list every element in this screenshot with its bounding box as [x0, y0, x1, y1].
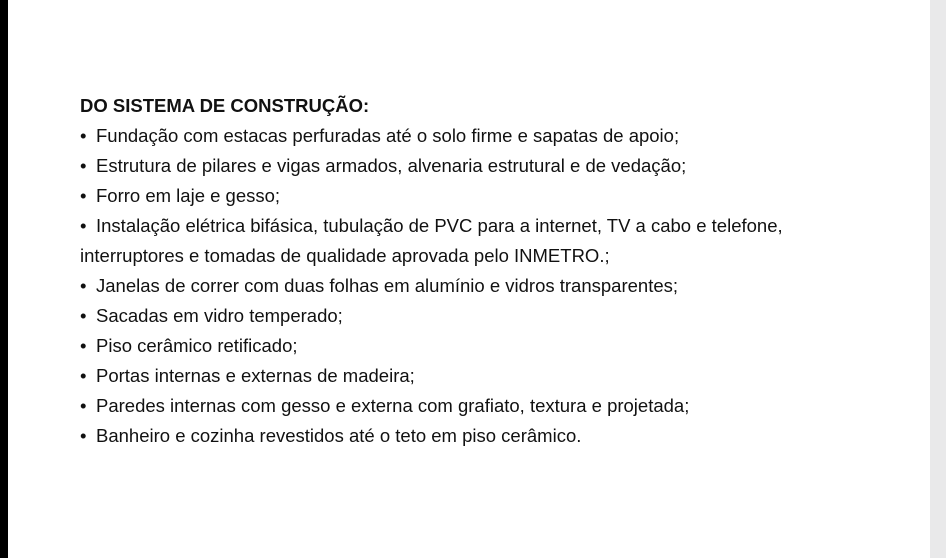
list-item-text: Sacadas em vidro temperado; — [96, 305, 343, 326]
list-item — [80, 124, 880, 148]
bullet-icon: • — [80, 185, 87, 206]
bullet-icon: • — [80, 125, 87, 146]
bullet-icon: • — [80, 395, 87, 416]
bullet-icon: • — [80, 275, 87, 296]
section-heading: DO SISTEMA DE CONSTRUÇÃO: — [80, 95, 370, 116]
list-item-text: Piso cerâmico retificado; — [96, 335, 298, 356]
construction-list — [80, 124, 880, 448]
list-item-text: Instalação elétrica bifásica, tubulação de PVC para a internet, TV a cabo e telefone, — [96, 215, 783, 236]
bullet-icon: • — [80, 335, 87, 356]
list-item-text: Forro em laje e gesso; — [96, 185, 281, 206]
bullet-icon: • — [80, 215, 87, 236]
list-item-text: Paredes internas com gesso e externa com grafiato, textura e projetada; — [96, 395, 690, 416]
document-content — [80, 94, 880, 454]
bullet-icon: • — [80, 305, 87, 326]
bullet-icon: • — [80, 155, 87, 176]
list-item-continuation: interruptores e tomadas de qualidade aprovada pelo INMETRO.; — [80, 245, 610, 266]
list-item-text: Estrutura de pilares e vigas armados, alvenaria estrutural e de vedação; — [96, 155, 687, 176]
document-page — [8, 0, 930, 558]
list-item — [80, 334, 880, 358]
bullet-icon: • — [80, 425, 87, 446]
list-item-text: Janelas de correr com duas folhas em alumínio e vidros transparentes; — [96, 275, 679, 296]
list-item — [80, 154, 880, 178]
list-item — [80, 364, 880, 388]
list-item — [80, 214, 880, 268]
list-item-text: Portas internas e externas de madeira; — [96, 365, 415, 386]
bullet-icon: • — [80, 365, 87, 386]
list-item-text: Fundação com estacas perfuradas até o solo firme e sapatas de apoio; — [96, 125, 680, 146]
page-edge — [930, 0, 946, 558]
list-item — [80, 304, 880, 328]
list-item — [80, 424, 880, 448]
list-item-text: Banheiro e cozinha revestidos até o teto em piso cerâmico. — [96, 425, 582, 446]
list-item — [80, 274, 880, 298]
list-item — [80, 394, 880, 418]
list-item — [80, 184, 880, 208]
